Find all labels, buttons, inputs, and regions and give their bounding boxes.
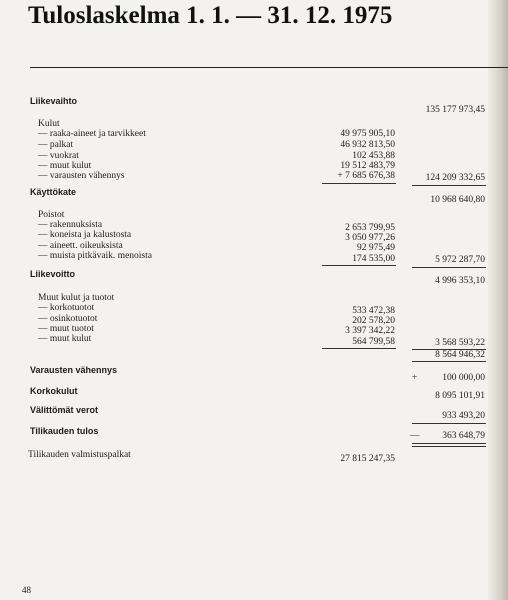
kulut-item-label: — muut kulut (38, 161, 92, 171)
title-divider (30, 67, 508, 68)
muut-heading: Muut kulut ja tuotot (38, 293, 115, 303)
liikevaihto-label: Liikevaihto (30, 96, 78, 106)
tulos-double-underline-2 (412, 446, 486, 447)
varausten-vahennys-label: Varausten vähennys (30, 365, 118, 375)
kulut-item-value: 19 512 483,79 (340, 161, 395, 171)
kulut-heading: Kulut (38, 119, 60, 129)
poistot-item-value: 92 975,49 (357, 243, 395, 253)
poistot-total: 5 972 287,70 (435, 255, 485, 265)
korkokulut-label: Korkokulut (30, 386, 78, 396)
tilikauden-tulos-sign: — (410, 431, 420, 441)
muut-item-label: — muut tuotot (38, 324, 94, 334)
poistot-heading: Poistot (38, 210, 65, 220)
muut-item-value: 202 578,20 (352, 316, 395, 326)
kulut-item-label: — raaka-aineet ja tarvikkeet (38, 129, 146, 139)
muut-item-label: — osinkotuotot (38, 314, 98, 324)
tilikauden-tulos-value: 363 648,79 (442, 431, 485, 441)
poistot-underline (322, 265, 396, 266)
poistot-item-label: — muista pitkävaik. menoista (38, 251, 152, 261)
page-binding-shadow (488, 0, 508, 600)
kulut-item-value: 46 932 813,50 (340, 140, 395, 150)
poistot-item-value: 174 535,00 (352, 254, 395, 264)
valmistuspalkat-label: Tilikauden valmistuspalkat (28, 450, 131, 460)
verot-underline (412, 423, 486, 424)
korkokulut-value: 8 095 101,91 (435, 391, 485, 401)
kulut-item-label: — varausten vähennys (38, 171, 125, 181)
muut-item-label: — korkotuotot (38, 303, 95, 313)
kulut-item-value: 49 975 905,10 (340, 129, 395, 139)
muut-item-label: — muut kulut (38, 334, 92, 344)
page-title: Tuloslaskelma 1. 1. — 31. 12. 1975 (28, 2, 393, 29)
kulut-total: 124 209 332,65 (425, 173, 485, 183)
poistot-item-label: — aineett. oikeuksista (38, 241, 123, 251)
kulut-item-value: 102 453,88 (352, 151, 395, 161)
liikevoitto-value: 4 996 353,10 (435, 276, 485, 286)
valittomat-verot-label: Välittömät verot (30, 405, 99, 415)
kayttokate-value: 10 968 640,80 (430, 195, 485, 205)
valittomat-verot-value: 933 493,20 (442, 411, 485, 421)
liikevoitto-label: Liikevoitto (30, 269, 76, 279)
varausten-vahennys-sign: + (412, 373, 418, 383)
kulut-item-value: + 7 685 676,38 (337, 171, 395, 181)
muut-item-value: 3 397 342,22 (345, 326, 395, 336)
muut-subtotal-underline (412, 361, 486, 362)
muut-item-value: 533 472,38 (352, 306, 395, 316)
valmistuspalkat-value: 27 815 247,35 (340, 454, 395, 464)
muut-underline (322, 348, 396, 349)
liikevaihto-value: 135 177 973,45 (425, 105, 485, 115)
page-number: 48 (22, 585, 31, 595)
poistot-item-label: — rakennuksista (38, 220, 103, 230)
kulut-underline (322, 183, 396, 184)
muut-total: 3 568 593,22 (435, 338, 485, 348)
kayttokate-label: Käyttökate (30, 187, 77, 197)
muut-subtotal: 8 564 946,32 (435, 350, 485, 360)
poistot-total-underline (412, 267, 486, 268)
poistot-item-label: — koneista ja kalustosta (38, 230, 132, 240)
poistot-item-value: 2 653 799,95 (345, 223, 395, 233)
muut-item-value: 564 799,58 (352, 337, 395, 347)
kulut-item-label: — palkat (38, 140, 74, 150)
tulos-double-underline-1 (412, 443, 486, 444)
poistot-item-value: 3 050 977,26 (345, 233, 395, 243)
kulut-item-label: — vuokrat (38, 151, 79, 161)
kulut-total-underline (412, 185, 486, 186)
tilikauden-tulos-label: Tilikauden tulos (30, 426, 99, 436)
varausten-vahennys-value: 100 000,00 (442, 373, 485, 383)
